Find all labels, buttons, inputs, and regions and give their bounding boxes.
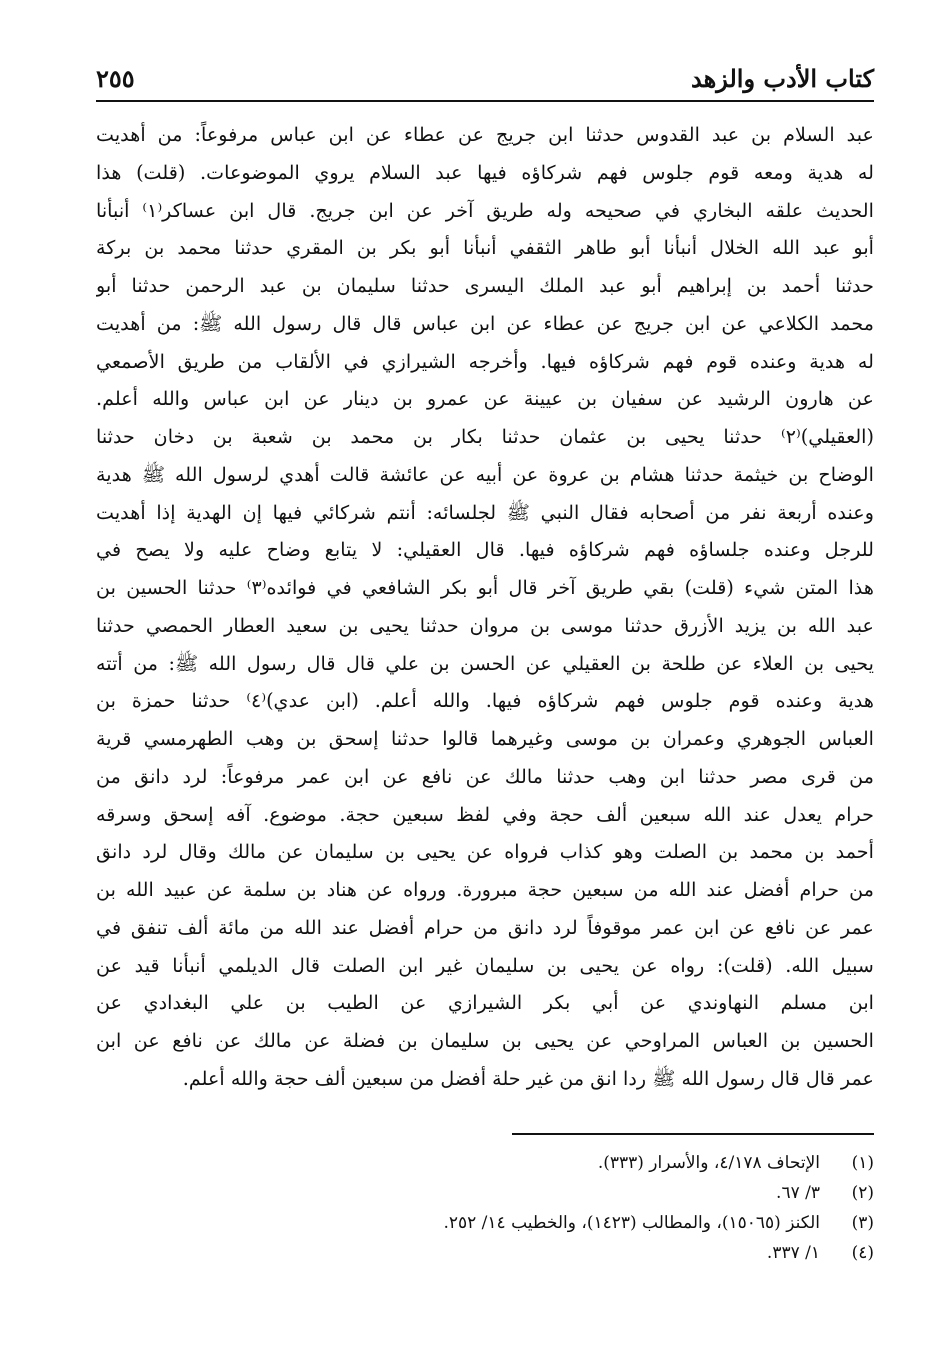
text-line: (العقيلي)⁽٢⁾ حدثنا يحيى بن عثمان حدثنا بكار بن محمد بن شعبة بن دخان حدثنا bbox=[96, 425, 874, 448]
text-line: محمد الكلاعي عن ابن جريج عن عطاء عن ابن عباس قال قال رسول الله ﷺ: من أهديت bbox=[96, 311, 874, 335]
footnote-divider bbox=[512, 1133, 874, 1135]
footnotes bbox=[300, 1148, 874, 1268]
footnote-text: ٣/ ٦٧. bbox=[776, 1183, 820, 1203]
text-line: الحديث علقه البخاري في صحيحه وله طريق آخر عن ابن جريج. قال ابن عساكر⁽١⁾ أنبأنا bbox=[96, 198, 874, 222]
running-title: كتاب الأدب والزهد bbox=[691, 63, 874, 93]
page-header bbox=[96, 58, 874, 98]
footnote-text: ١/ ٣٣٧. bbox=[766, 1243, 820, 1263]
text-line: العباس الجوهري وعمران بن موسى وغيرهما قالوا حدثنا إسحق بن وهب الطهرمسي قرية bbox=[96, 727, 874, 750]
text-line: أبو عبد الله الخلال أنبأنا أبو طاهر الثقفي أنبأنا أبو بكر بن المقري حدثنا محمد بن بركة bbox=[96, 236, 874, 260]
text-line: سبيل الله. (قلت): رواه عن يحيى بن سليمان غير ابن الصلت قال الديلمي أنبأنا قيد عن bbox=[96, 953, 874, 977]
text-line: عمر قال قال رسول الله ﷺ ردا انق من غير حلة أفضل من سبعين ألف حجة والله أعلم. bbox=[182, 1066, 874, 1090]
footnote-text: الإتحاف ٤/١٧٨، والأسرار (٣٣٣). bbox=[597, 1153, 820, 1173]
text-line: عمر عن نافع عن ابن عمر موقوفاً لرد دانق من حرام أفضل عند الله من مائة ألف تنفق في bbox=[96, 915, 874, 939]
footnote bbox=[300, 1208, 874, 1238]
footnote bbox=[300, 1178, 874, 1208]
text-line: عن هارون الرشيد عن سفيان بن عيينة عن عمرو بن دينار عن ابن عباس والله أعلم. bbox=[96, 387, 874, 411]
text-line: من حرام أفضل عند الله من سبعين حجة مبرورة. ورواه عن هناد بن سلمة عن عبيد الله بن bbox=[96, 878, 874, 901]
footnote-number: (٤) bbox=[851, 1243, 874, 1263]
text-line: هذا المتن شيء (قلت) بقي طريق آخر قال أبو بكر الشافعي في فوائده⁽٣⁾ حدثنا الحسين بن bbox=[96, 576, 874, 599]
text-line: عبد السلام بن عبد القدوس حدثنا ابن جريج عن عطاء عن ابن عباس مرفوعاً: من أهديت bbox=[96, 123, 874, 146]
text-line: له هدية ومعه قوم جلوس فهم شركاؤه فيها عبد السلام يروي الموضوعات. (قلت) هذا bbox=[96, 160, 874, 184]
text-line: حدثنا أحمد بن إبراهيم أبو عبد الملك اليسرى حدثنا سليمان بن عبد الرحمن حدثنا أبو bbox=[96, 274, 874, 297]
text-line: الحسين بن العباس المراوحي عن يحيى بن سليمان بن فضلة عن مالك عن نافع عن ابن bbox=[96, 1029, 874, 1052]
main-text bbox=[96, 116, 874, 1098]
text-line: حرام يعدل عند الله سبعين ألف حجة وفي لفظ سبعين حجة. موضوع. آفه إسحق وسرقه bbox=[96, 802, 874, 826]
text-line: يحيى بن العلاء عن طلحة بن العقيلي عن الحسن بن علي قال قال رسول الله ﷺ: من أتته bbox=[96, 651, 874, 675]
text-line: أحمد بن محمد بن الصلت وهو كذاب فرواه عن يحيى بن سليمان عن مالك وقال لرد دانق bbox=[96, 840, 874, 864]
footnote-text: الكنز (١٥٠٦٥)، والمطالب (١٤٢٣)، والخطيب ١٤/ ٢٥٢. bbox=[443, 1213, 820, 1233]
text-line: ابن مسلم النهاوندي عن أبي بكر الشيرازي عن الطيب بن علي البغدادي عن bbox=[96, 991, 874, 1015]
text-line: الوضاح بن خيثمة حدثنا هشام بن عروة عن أبيه عن عائشة قالت أهدي لرسول الله ﷺ هدية bbox=[96, 462, 874, 486]
footnote-number: (٢) bbox=[851, 1183, 874, 1203]
text-line: وعنده أربعة نفر من أصحابه فقال النبي ﷺ لجلسائه: أنتم شركائي فيها إن الهدية إذا أهديت bbox=[96, 500, 874, 524]
text-line: عبد الله بن يزيد الأزرق حدثنا موسى بن مروان حدثنا يحيى بن سعيد العطار الحمصي حدثنا bbox=[96, 613, 874, 637]
footnote-number: (٣) bbox=[851, 1213, 874, 1233]
text-line: له هدية وعنده قوم فهم شركاؤه فيها. وأخرجه الشيرازي في الألقاب من طريق الأصمعي bbox=[96, 349, 874, 373]
footnote bbox=[300, 1238, 874, 1268]
footnote-number: (١) bbox=[851, 1153, 874, 1173]
text-line: للرجل وعنده جلساؤه فهم شركاؤه فيها. قال العقيلي: لا يتابع وضاح عليه ولا يصح في bbox=[96, 538, 874, 562]
text-line: هدية وعنده قوم جلوس فهم شركاؤه فيها. والله أعلم. (ابن عدي)⁽٤⁾ حدثنا حمزة بن bbox=[96, 689, 874, 713]
page-number: ٢٥٥ bbox=[96, 63, 135, 93]
footnote bbox=[300, 1148, 874, 1178]
text-line: من قرى مصر حدثنا ابن وهب حدثنا مالك عن نافع عن ابن عمر مرفوعاً: لرد دانق من bbox=[96, 764, 874, 788]
header-divider bbox=[96, 100, 874, 102]
